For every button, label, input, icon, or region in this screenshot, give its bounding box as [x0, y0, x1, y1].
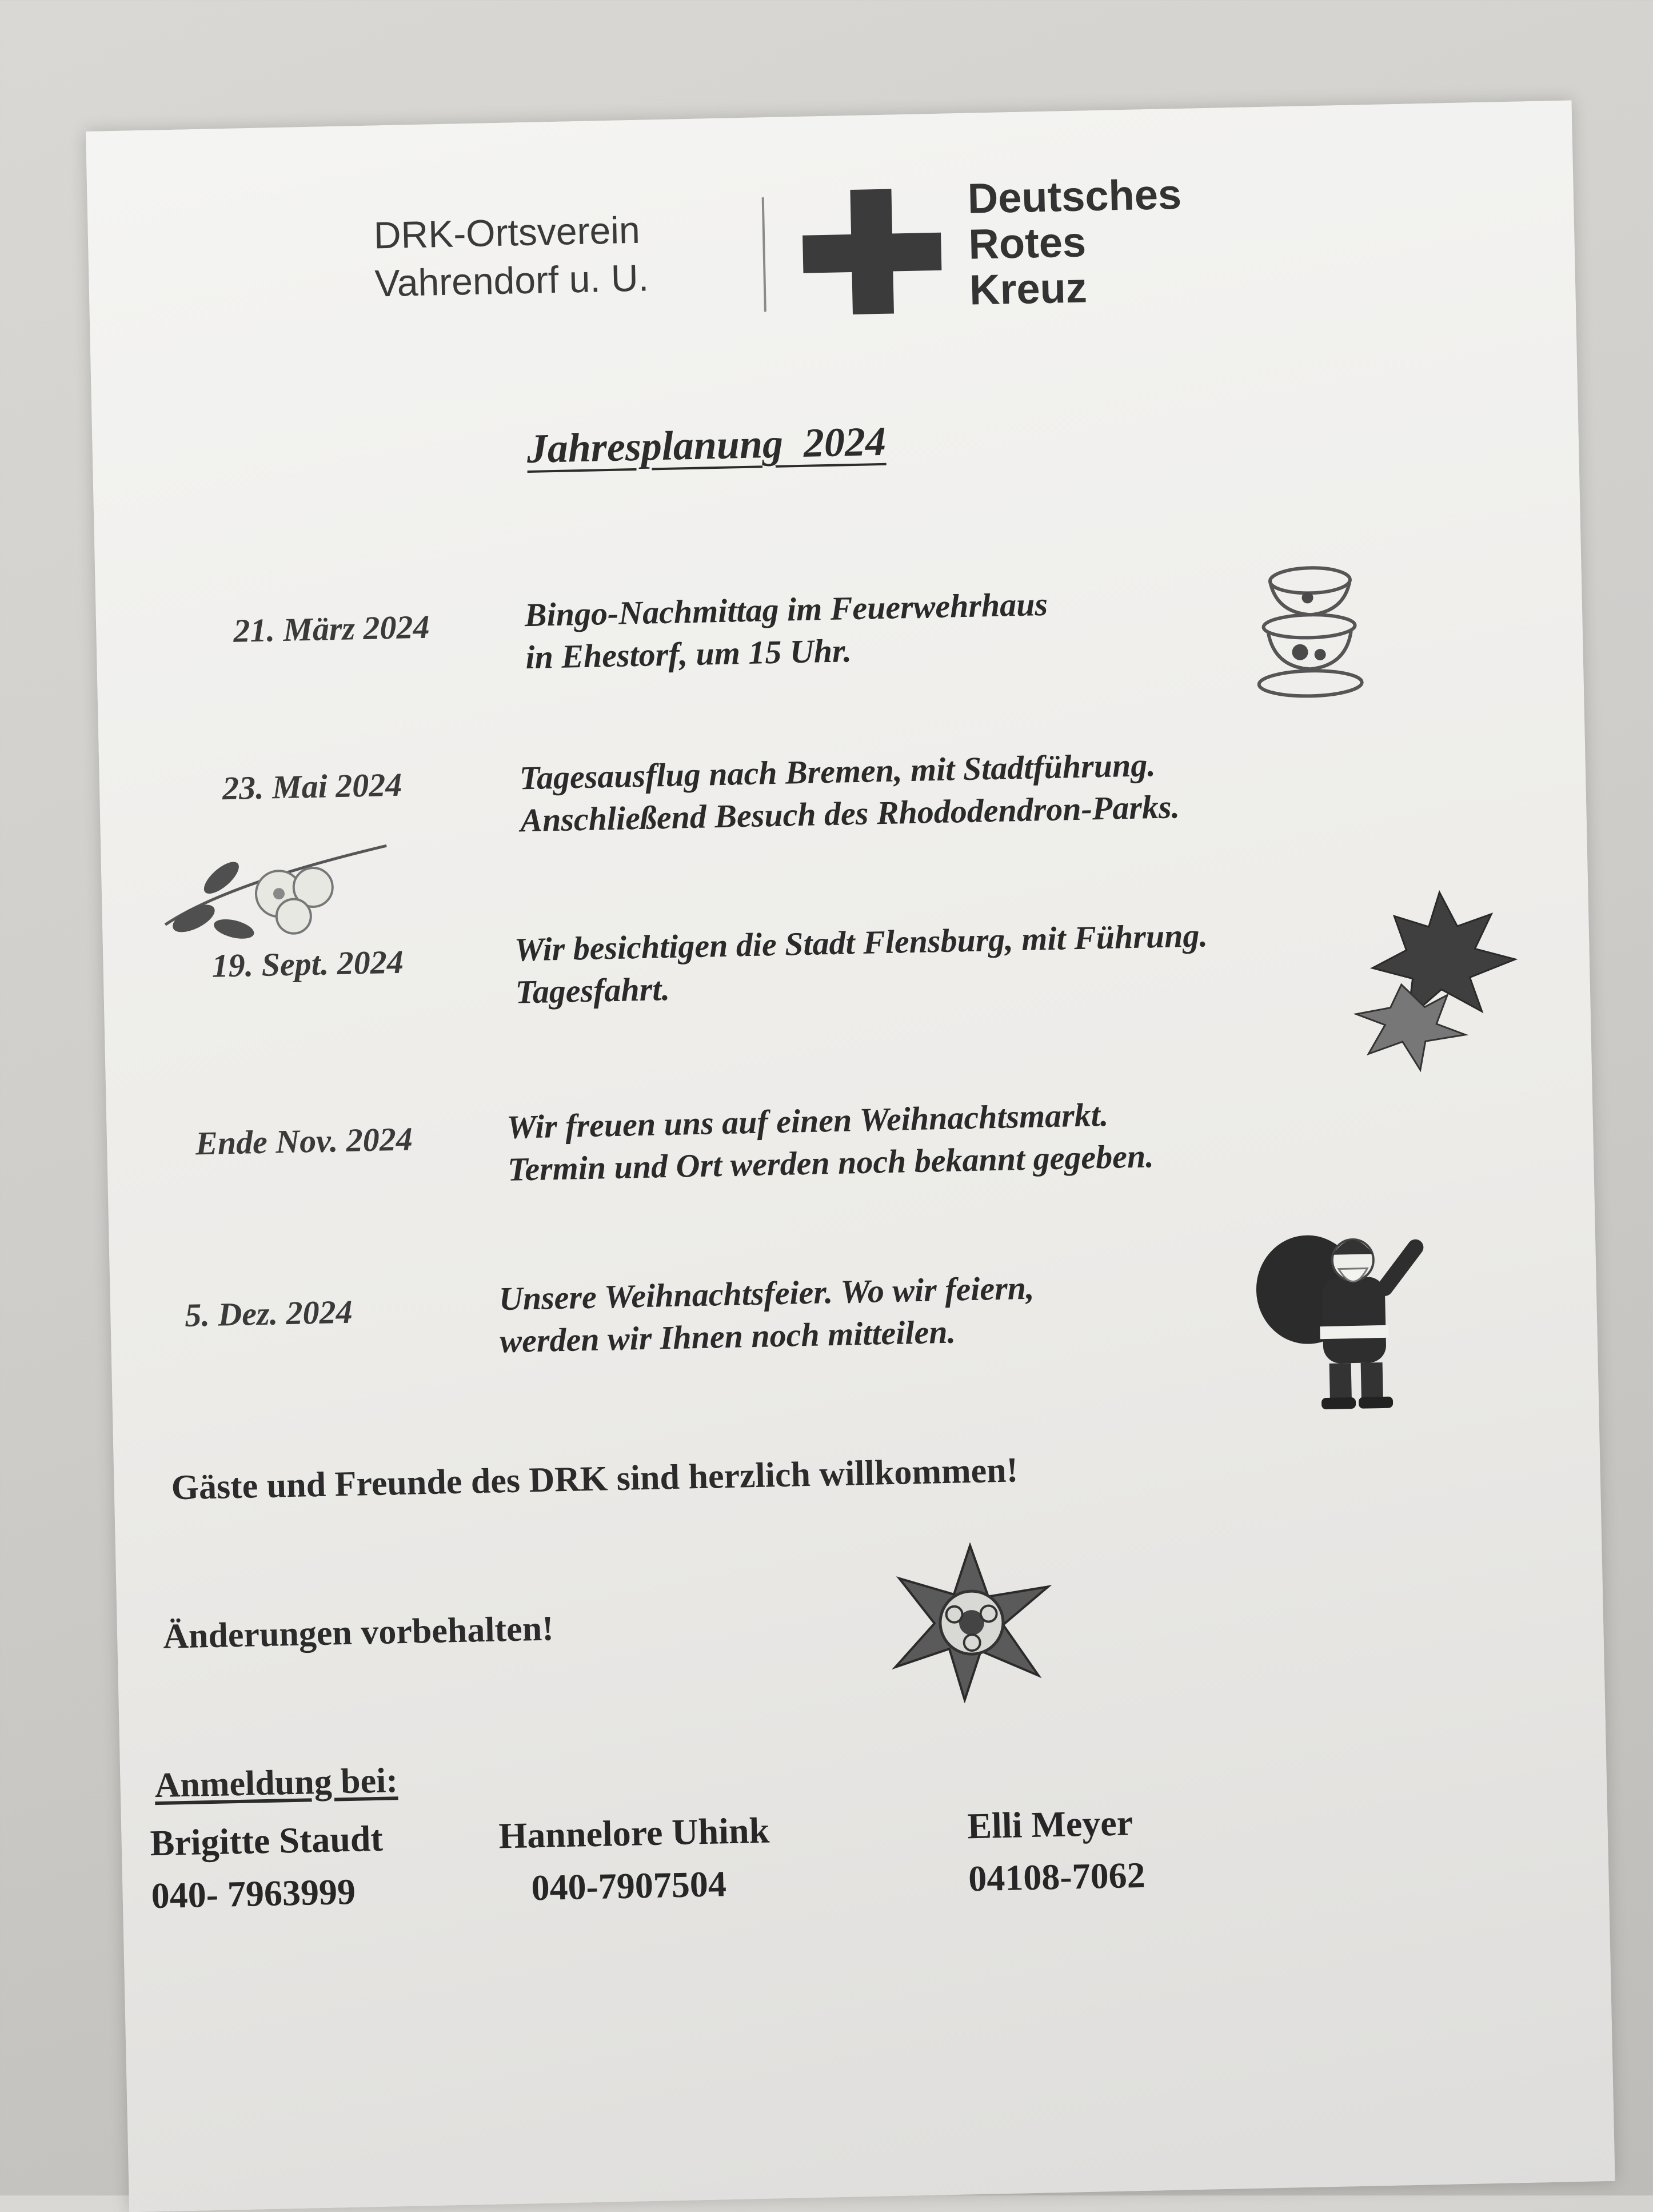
- event-description: [524, 583, 1049, 679]
- event-description: [514, 914, 1209, 1013]
- event-line: Termin und Ort werden noch bekannt gegeben.: [507, 1137, 1155, 1188]
- header-divider: [762, 197, 766, 312]
- flower-spray-icon: [158, 834, 400, 948]
- event-description: [519, 743, 1180, 842]
- event-description: [498, 1267, 1036, 1363]
- contact-name: Brigitte Staudt: [149, 1818, 384, 1864]
- org-name: [373, 205, 649, 307]
- contact-phone: 040- 7963999: [150, 1871, 356, 1916]
- contact-card: [498, 1804, 771, 1915]
- event-date: 23. Mai 2024: [222, 766, 402, 807]
- welcome-note: Gäste und Freunde des DRK sind herzlich willkommen!: [171, 1450, 1019, 1508]
- page-title: Jahresplanung 2024: [526, 418, 887, 472]
- event-line: Bingo-Nachmittag im Feuerwehrhaus: [524, 585, 1048, 634]
- event-line: Wir freuen uns auf einen Weihnachtsmarkt.: [506, 1095, 1109, 1146]
- brand-name: [967, 172, 1184, 313]
- teacups-icon: [1244, 556, 1378, 708]
- changes-note: Änderungen vorbehalten!: [162, 1609, 554, 1656]
- org-line-1: DRK-Ortsverein: [373, 208, 641, 257]
- org-line-2: Vahrendorf u. U.: [374, 256, 649, 305]
- contact-phone: 04108-7062: [968, 1854, 1146, 1899]
- event-line: Wir besichtigen die Stadt Flensburg, mit Führung.: [514, 916, 1208, 969]
- flyer-sheet: [86, 101, 1615, 2212]
- event-line: Tagesfahrt.: [515, 970, 670, 1011]
- contact-name: Elli Meyer: [967, 1802, 1133, 1847]
- event-line: Anschließend Besuch des Rhododendron-Parks.: [520, 788, 1180, 839]
- contact-card: [967, 1796, 1145, 1905]
- brand-line-1: Deutsches: [967, 170, 1182, 222]
- event-date: 21. März 2024: [233, 608, 430, 649]
- event-line: Tagesausflug nach Bremen, mit Stadtführung.: [519, 746, 1156, 797]
- event-date: 5. Dez. 2024: [184, 1293, 353, 1334]
- star-ornament-icon: [887, 1541, 1056, 1704]
- contact-card: [150, 1812, 385, 1922]
- brand-line-3: Kreuz: [969, 264, 1088, 314]
- contact-name: Hannelore Uhink: [498, 1810, 770, 1856]
- event-date: Ende Nov. 2024: [195, 1120, 413, 1162]
- event-description: [506, 1093, 1154, 1191]
- autumn-leaves-icon: [1348, 879, 1529, 1077]
- event-line: Unsere Weihnachtsfeier. Wo wir feiern,: [498, 1269, 1035, 1318]
- santa-claus-icon: [1252, 1224, 1445, 1417]
- event-date: 19. Sept. 2024: [211, 943, 404, 985]
- contact-phone: 040-7907504: [530, 1863, 727, 1908]
- event-line: werden wir Ihnen noch mitteilen.: [499, 1313, 956, 1360]
- event-line: in Ehestorf, um 15 Uhr.: [525, 632, 852, 676]
- brand-line-2: Rotes: [968, 218, 1087, 268]
- registration-heading: Anmeldung bei:: [154, 1761, 398, 1806]
- red-cross-logo-icon: [801, 188, 943, 316]
